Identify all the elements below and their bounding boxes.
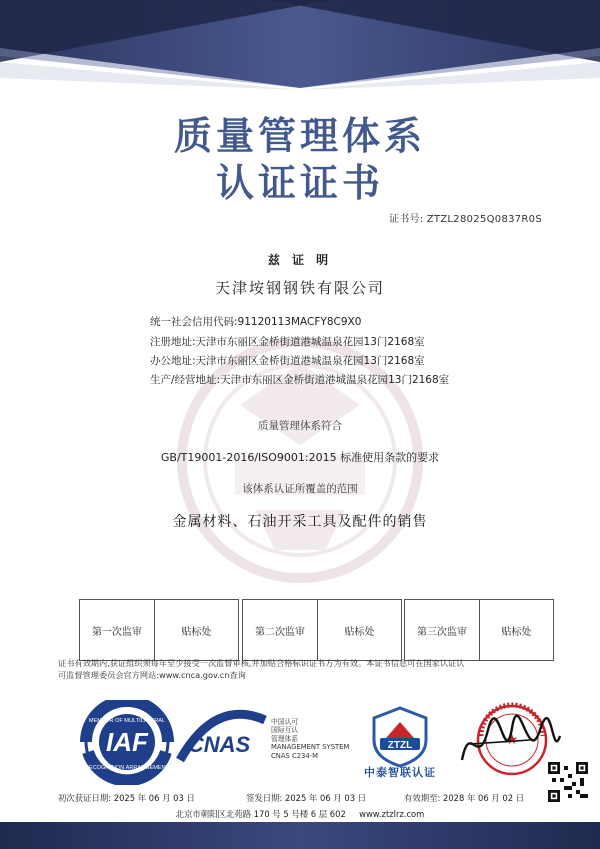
certificate-number-value: ZTZL28025Q0837R0S [426,214,542,225]
validity-notice [58,657,558,681]
scope-label: 该体系认证所覆盖的范围 [242,483,358,495]
cnas-logo [180,714,265,760]
audit-box-2 [242,599,402,661]
top-banner [0,0,600,100]
registered-address-label: 注册地址: [150,336,196,348]
certificate-title-line2: 认证证书 [215,160,384,205]
iaf-text: IAF [106,727,148,757]
office-address-value: 天津市东丽区金桥街道港城温泉花园13门2168室 [195,355,425,367]
credit-code-row [150,314,361,329]
certificate-title-line1: 质量管理体系 [173,113,426,158]
cnas-text: CNAS [187,732,251,757]
ztzl-text: ZTZL [387,740,413,751]
accreditation-line4: MANAGEMENT SYSTEM [271,743,350,752]
accreditation-line1: 中国认可 [271,718,299,726]
iaf-logo [85,701,170,783]
office-address-label: 办公地址: [150,355,196,367]
production-address-value: 天津市东丽区金桥街道港城温泉花园13门2168室 [220,374,450,386]
iaf-ring-top: MEMBER OF MULTILATERAL [88,718,166,724]
accreditation-text [271,718,349,760]
first-issue-label: 初次获证日期: [58,793,112,803]
registered-address-value: 天津市东丽区金桥街道港城温泉花园13门2168室 [195,336,425,348]
issuer-address-line [0,808,600,820]
svg-text:★: ★ [505,732,519,748]
ztzl-logo [374,708,426,766]
issue-value: 2025 年 06 月 03 日 [285,793,367,803]
accreditation-line2: 国际互认 [271,726,299,735]
audit-2-sticker: 贴标处 [344,626,375,638]
iaf-ring-bottom: RECOGNITION ARRANGEMENT [84,765,170,771]
hereby-certify: 兹 证 明 [267,253,333,267]
first-issue-date [58,792,195,804]
audit-box-1 [79,599,239,661]
credit-code-value: 91120113MACFY8C9X0 [237,316,362,328]
audit-3-sticker: 贴标处 [501,626,532,638]
company-name: 天津垵钢钢铁有限公司 [214,279,385,297]
audit-2-label: 第二次监审 [243,600,318,660]
certificate-number [389,210,542,225]
conform-label: 质量管理体系符合 [258,420,342,432]
issuer-website[interactable]: www.ztzlrz.com [359,809,425,819]
validity-notice-line1: 证书有效期内,获证组织须每年至少接受一次监督审核,并加贴合格标识证书方为有效。本证书信息可在国家认证认 [58,658,465,668]
bottom-band [0,822,600,849]
issuer-address: 北京市朝阳区北苑路 170 号 5 号楼 6 层 602 [175,809,346,819]
validity-notice-line2: 可监督管理委员会官方网站:www.cnca.gov.cn查询 [58,670,246,680]
expiry-date [404,792,524,804]
certificate-number-label: 证书号: [388,214,424,225]
audit-3-label: 第三次监审 [405,600,480,660]
qr-code [548,762,588,802]
certifier-name: 中泰智联认证 [364,766,436,779]
expiry-value: 2028 年 06 月 02 日 [443,793,525,803]
audit-1-label: 第一次监审 [80,600,155,660]
first-issue-value: 2025 年 06 月 03 日 [113,793,195,803]
accreditation-line3: 管理体系 [271,734,299,743]
registered-address-row [150,334,425,349]
issue-date [246,792,366,804]
standard-text: GB/T19001-2016/ISO9001:2015 标准使用条款的要求 [160,451,440,464]
production-address-row [150,372,449,387]
audit-1-sticker: 贴标处 [181,626,212,638]
expiry-label: 有效期至: [404,793,441,803]
audit-box-3 [404,599,554,661]
office-address-row [150,353,425,368]
issue-label: 签发日期: [246,793,283,803]
credit-code-label: 统一社会信用代码: [150,316,238,328]
scope-text: 金属材料、石油开采工具及配件的销售 [172,514,428,530]
production-address-label: 生产/经营地址: [150,374,221,386]
accreditation-line5: CNAS C234-M [271,751,318,760]
